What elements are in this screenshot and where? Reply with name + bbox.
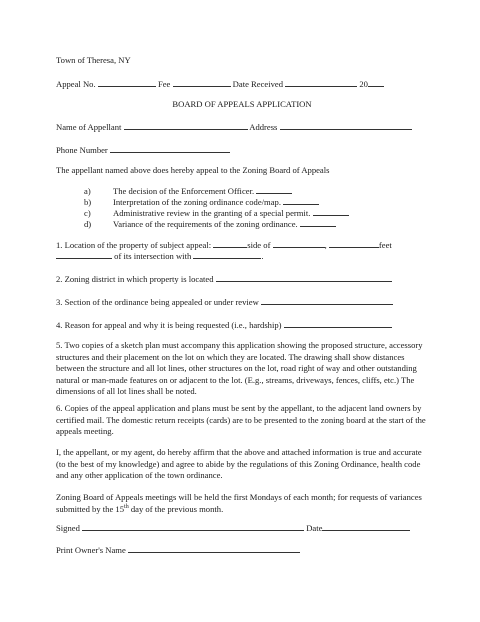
q2-label: 2. Zoning district in which property is located xyxy=(56,274,214,284)
q1-road-field[interactable] xyxy=(273,239,325,248)
meetings-text-1: Zoning Board of Appeals meetings will be held the first Mondays of each month; for requests of variances submitted by the 15 xyxy=(56,492,422,514)
q1-intersection-field[interactable] xyxy=(193,250,261,259)
form-title: BOARD OF APPEALS APPLICATION xyxy=(172,99,312,109)
meetings-text-2: day of the previous month. xyxy=(128,503,224,514)
zoning-district-field[interactable] xyxy=(216,273,392,282)
signature-field[interactable] xyxy=(82,522,304,531)
copies-paragraph: 6. Copies of the appeal application and plans must be sent by the appellant, to the adjacent land owners by certified mail. The domestic return receipts (cards) are to be presented to the zoning board at the start of the appeals meeting. xyxy=(56,403,426,437)
fee-field[interactable] xyxy=(173,78,231,87)
appellant-name-label: Name of Appellant xyxy=(56,122,122,132)
q1-intersection-label: of its intersection with xyxy=(114,251,192,261)
date-field[interactable] xyxy=(322,522,410,531)
year-field[interactable] xyxy=(368,78,384,87)
appeal-line xyxy=(56,78,384,91)
q1-side-of-label: side of xyxy=(247,240,271,250)
phone-label: Phone Number xyxy=(56,145,108,155)
meetings-sup: th xyxy=(124,503,129,510)
option-d xyxy=(84,218,336,231)
q3-label: 3. Section of the ordinance being appealed or under review xyxy=(56,297,259,307)
option-letter: b) xyxy=(84,197,92,207)
phone-field[interactable] xyxy=(110,144,230,153)
ordinance-section-field[interactable] xyxy=(261,296,393,305)
print-name-label: Print Owner's Name xyxy=(56,545,126,555)
date-received-label: Date Received xyxy=(232,79,284,89)
address-field[interactable] xyxy=(280,121,412,130)
affirmation-paragraph: I, the appellant, or my agent, do hereby affirm that the above and attached information is true and accurate (to the best of my knowledge) and agree to abide by the regulations of this Zoning Ordinance, health code and any other application of the town ordinance. xyxy=(56,447,422,481)
phone-line xyxy=(56,144,230,157)
question-2 xyxy=(56,273,392,286)
option-a-field[interactable] xyxy=(256,185,292,194)
option-d-field[interactable] xyxy=(300,218,336,227)
appeal-no-field[interactable] xyxy=(98,78,156,87)
q1-feet-label: feet xyxy=(378,240,392,250)
reason-field[interactable] xyxy=(284,319,392,328)
q1-location-label: 1. Location of the property of subject appeal: xyxy=(56,240,212,250)
appeal-no-label: Appeal No. xyxy=(56,79,96,89)
option-text: Variance of the requirements of the zoning ordinance. xyxy=(113,219,298,229)
print-name-field[interactable] xyxy=(128,544,300,553)
year-prefix: 20 xyxy=(359,79,368,89)
question-4 xyxy=(56,319,392,332)
option-text: The decision of the Enforcement Officer. xyxy=(113,186,255,196)
signed-label: Signed xyxy=(56,523,80,533)
appellant-name-field[interactable] xyxy=(124,121,248,130)
q1-distance-field[interactable] xyxy=(213,239,247,248)
q1-feet-field[interactable] xyxy=(56,250,112,259)
option-letter: c) xyxy=(84,208,91,218)
option-letter: d) xyxy=(84,219,92,229)
town-header: Town of Theresa, NY xyxy=(56,55,131,65)
appellant-line xyxy=(56,121,412,134)
sketch-plan-paragraph: 5. Two copies of a sketch plan must accompany this application showing the proposed structure, accessory structures and their placement on the lot on which they are located. The drawing shall show distances between the structure and all lot lines, other structures on the lot, road right of way and other outstanding natural or man-made features on or adjacent to the lot. (E.g., streams, driveways, fences, cliffs, etc.) The dimensions of all lot lines shall be noted. xyxy=(56,340,423,397)
option-b-field[interactable] xyxy=(283,196,319,205)
address-label: Address xyxy=(249,122,278,132)
question-1-line-2: of its intersection with . xyxy=(56,250,264,263)
signature-line xyxy=(56,522,410,535)
intro-text: The appellant named above does hereby appeal to the Zoning Board of Appeals xyxy=(56,165,330,175)
q4-label: 4. Reason for appeal and why it is being requested (i.e., hardship) xyxy=(56,320,282,330)
fee-label: Fee xyxy=(157,79,171,89)
date-label: Date xyxy=(306,523,323,533)
question-1-line-1: 1. Location of the property of subject appeal: side of , feet xyxy=(56,240,392,250)
print-name-line xyxy=(56,544,300,557)
q1-direction-field[interactable] xyxy=(329,239,379,248)
option-letter: a) xyxy=(84,186,91,196)
meetings-paragraph xyxy=(56,492,428,515)
option-c-field[interactable] xyxy=(313,207,349,216)
option-text: Interpretation of the zoning ordinance code/map. xyxy=(113,197,281,207)
option-text: Administrative review in the granting of a special permit. xyxy=(113,208,311,218)
date-received-field[interactable] xyxy=(285,78,357,87)
question-3 xyxy=(56,296,393,309)
